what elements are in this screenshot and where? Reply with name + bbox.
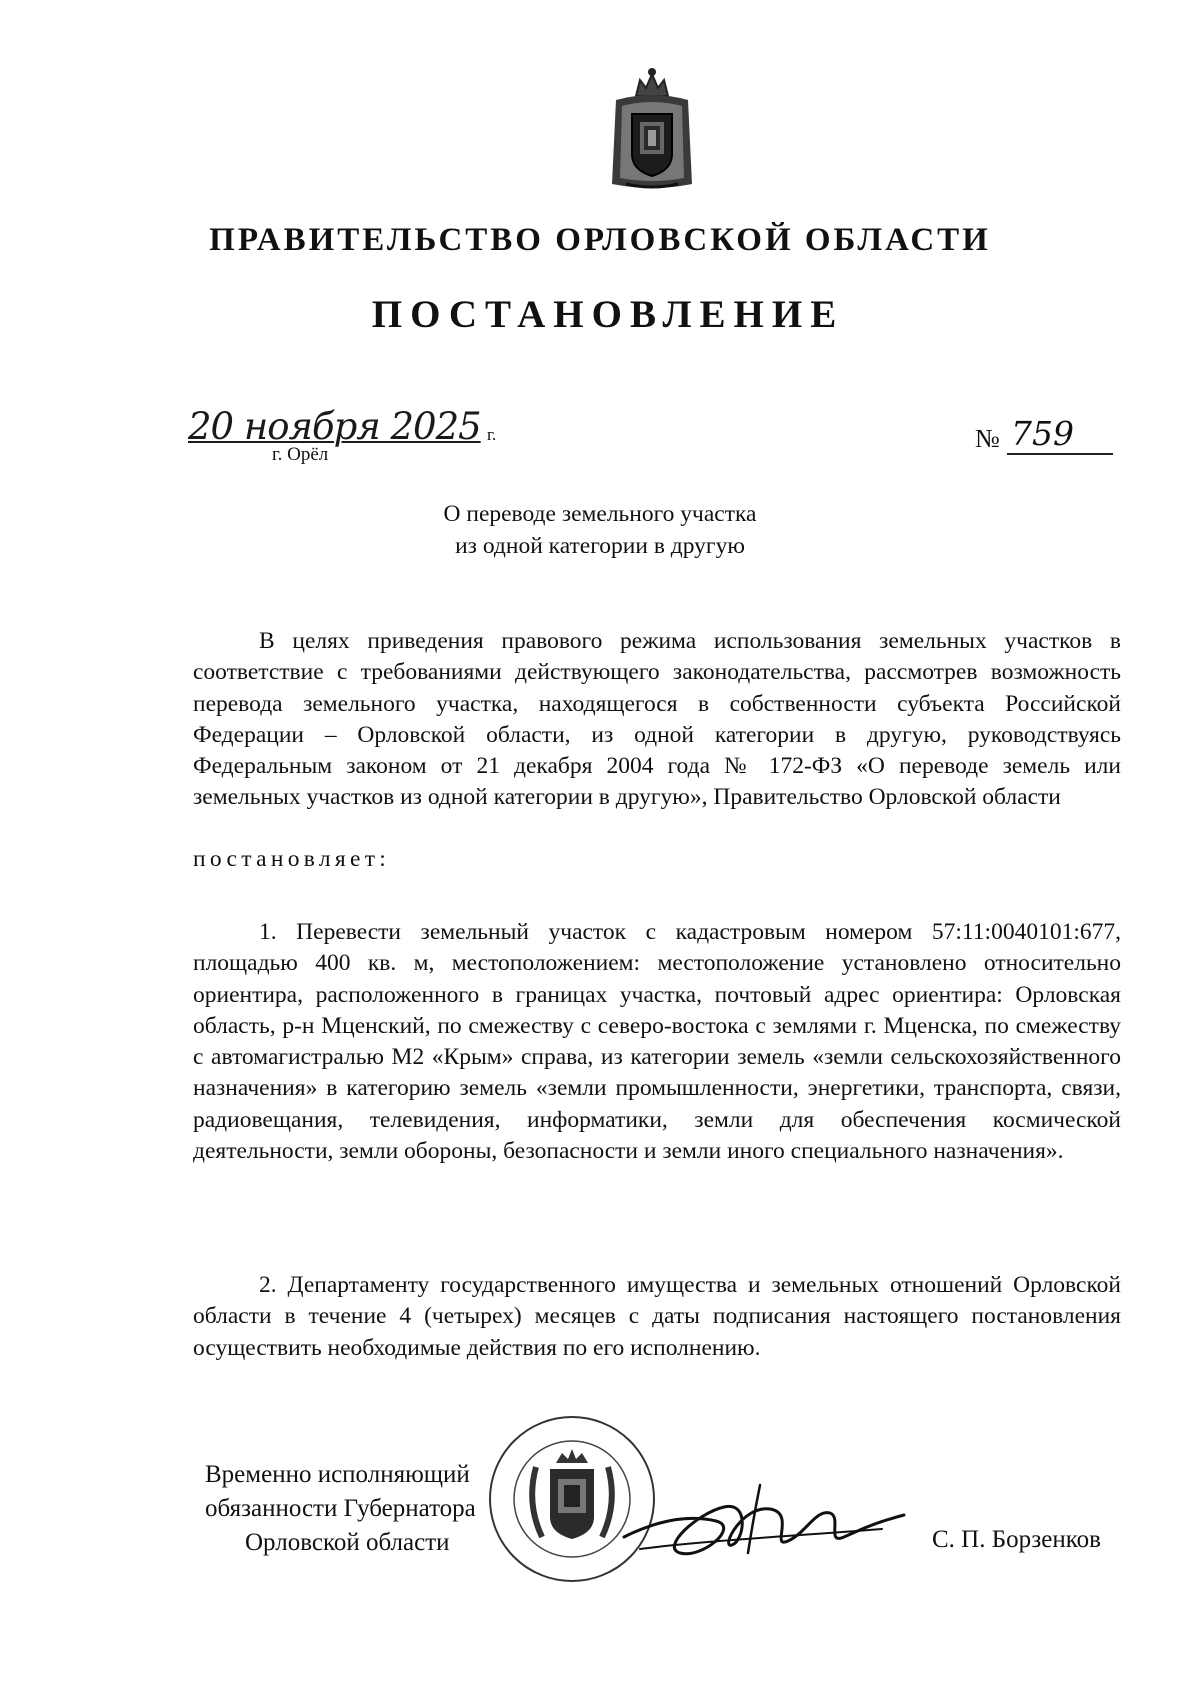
handwritten-signature-icon: [620, 1475, 910, 1575]
position-line: Временно исполняющий: [205, 1461, 470, 1488]
signer-position: [205, 1458, 476, 1560]
government-title: ПРАВИТЕЛЬСТВО ОРЛОВСКОЙ ОБЛАСТИ: [209, 222, 991, 258]
preamble-paragraph: В целях приведения правового режима использования земельных участков в соответствие с требованиями действующего законодательства, рассмотрев возможность перевода земельного участка, находящегося в собственности субъекта Российской Федерации – Орловской области, из одной категории в другую, руководствуясь Федеральным законом от 21 декабря 2004 года № 172-ФЗ «О переводе земель или земельных участков из одной категории в другую», Правительство Орловской области: [193, 628, 1121, 811]
document-subject: [0, 498, 1200, 562]
orel-oblast-coat-of-arms-icon: [606, 66, 698, 194]
position-line: Орловской области: [245, 1529, 450, 1556]
document-type-heading: ПОСТАНОВЛЕНИЕ: [371, 293, 845, 336]
item-1-paragraph: 1. Перевести земельный участок с кадастровым номером 57:11:0040101:677, площадью 400 кв. м, местоположением: местоположение установлено относительно ориентира, расположенного в границах участка, почтовый адрес ориентира: Орловская область, р-н Мценский, по смежеству с северо-востока с землями г. Мценска, по смежеству с автомагистралью М2 «Крым» справа, из категории земель «земли сельскохозяйственного назначения» в категорию земель «земли промышленности, энергетики, транспорта, связи, радиовещания, телевидения, информатики, земли для обеспечения космической деятельности, земли обороны, безопасности и земли иного специального назначения».: [193, 919, 1121, 1165]
resolves-word: постановляет:: [193, 846, 391, 872]
document-date: 20 ноября 2025: [188, 405, 481, 448]
document-city: г. Орёл: [272, 444, 329, 465]
subject-line: из одной категории в другую: [455, 533, 745, 559]
position-line: обязанности Губернатора: [205, 1495, 476, 1522]
subject-line: О переводе земельного участка: [443, 501, 757, 527]
item-2-paragraph: 2. Департаменту государственного имущества и земельных отношений Орловской области в течение 4 (четырех) месяцев с даты подписания настоящего постановления осуществить необходимые действия по его исполнению.: [193, 1272, 1121, 1361]
preamble-block: [193, 626, 1121, 814]
date-suffix: г.: [487, 425, 497, 444]
number-sign: №: [975, 424, 1000, 453]
item-1-block: [193, 917, 1121, 1167]
item-2-block: [193, 1270, 1121, 1364]
document-number: 759: [1007, 414, 1113, 455]
signer-name: С. П. Борзенков: [932, 1526, 1101, 1553]
